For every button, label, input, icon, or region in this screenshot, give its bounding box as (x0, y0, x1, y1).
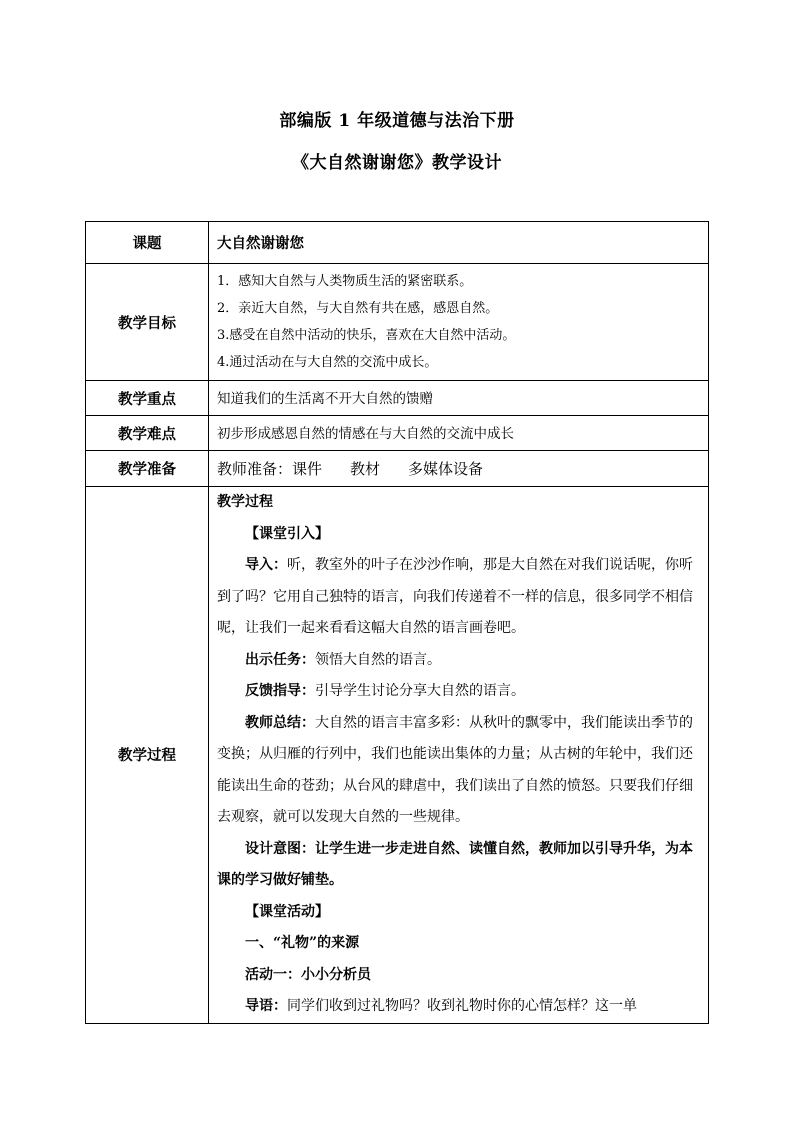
lesson-plan-table (85, 221, 709, 1024)
row-key-point (86, 381, 709, 416)
row-goals (86, 264, 709, 381)
document-subtitle: 《大自然谢谢您》教学设计 (292, 153, 502, 173)
subject-label: 课题 (86, 222, 209, 264)
intro-paragraph: 导入：听，教室外的叶子在沙沙作响，那是大自然在对我们说话呢，你听到了吗？它用自己独特的语言，向我们传递着不一样的信息，很多同学不相信呢，让我们一起来看看这幅大自然的语言画卷吧。 (217, 557, 693, 636)
preparation-label: 教学准备 (86, 451, 209, 487)
goals-label: 教学目标 (86, 264, 209, 381)
difficulty-label: 教学难点 (86, 416, 209, 451)
goal-item: 4.通过活动在与大自然的交流中成长。 (217, 355, 438, 370)
row-subject (86, 222, 709, 264)
goal-item: 3.感受在自然中活动的快乐，喜欢在大自然中活动。 (217, 328, 516, 343)
row-process (86, 487, 709, 1024)
prep-item: 教材 (350, 460, 381, 478)
row-preparation (86, 451, 709, 487)
process-heading: 教学过程 (217, 494, 273, 510)
prep-item: 教师准备：课件 (217, 460, 323, 478)
goals-cell (209, 264, 709, 381)
subject-value: 大自然谢谢您 (217, 235, 304, 252)
goal-item: 2．亲近大自然，与大自然有共在感，感恩自然。 (217, 301, 499, 316)
feedback-paragraph: 反馈指导：引导学生讨论分享大自然的语言。 (245, 683, 525, 699)
document-title: 部编版 1 年级道德与法治下册 (279, 111, 515, 131)
preparation-cell (209, 451, 709, 487)
task-paragraph: 出示任务：领悟大自然的语言。 (245, 651, 441, 668)
key-point-label: 教学重点 (86, 381, 209, 416)
summary-paragraph: 教师总结：大自然的语言丰富多彩：从秋叶的飘零中，我们能读出季节的变换；从归雁的行列中，我们也能读出集体的力量；从古树的年轮中，我们还能读出生命的苍劲；从台风的肆虐中，我们读出了自然的愤怒。只要我们仔细去观察，就可以发现大自然的一些规律。 (217, 714, 693, 825)
key-point-value: 知道我们的生活离不开大自然的馈赠 (209, 381, 709, 416)
intro-section-title: 【课堂引入】 (245, 525, 329, 542)
guide-paragraph: 导语：同学们收到过礼物吗？收到礼物时你的心情怎样？这一单 (245, 998, 637, 1014)
process-cell (209, 487, 709, 1024)
design-intent: 设计意图：让学生进一步走进自然、读懂自然，教师加以引导升华，为本课的学习做好铺垫。 (217, 840, 693, 888)
difficulty-value: 初步形成感恩自然的情感在与大自然的交流中成长 (209, 416, 709, 451)
row-difficulty (86, 416, 709, 451)
part-one-heading: 一、“礼物”的来源 (245, 935, 360, 951)
activity-section-title: 【课堂活动】 (245, 903, 329, 920)
prep-item: 多媒体设备 (408, 460, 484, 478)
goal-item: 1．感知大自然与人类物质生活的紧密联系。 (217, 274, 473, 289)
activity-one-heading: 活动一：小小分析员 (245, 966, 371, 983)
subject-cell (209, 222, 709, 264)
process-label: 教学过程 (86, 487, 209, 1024)
